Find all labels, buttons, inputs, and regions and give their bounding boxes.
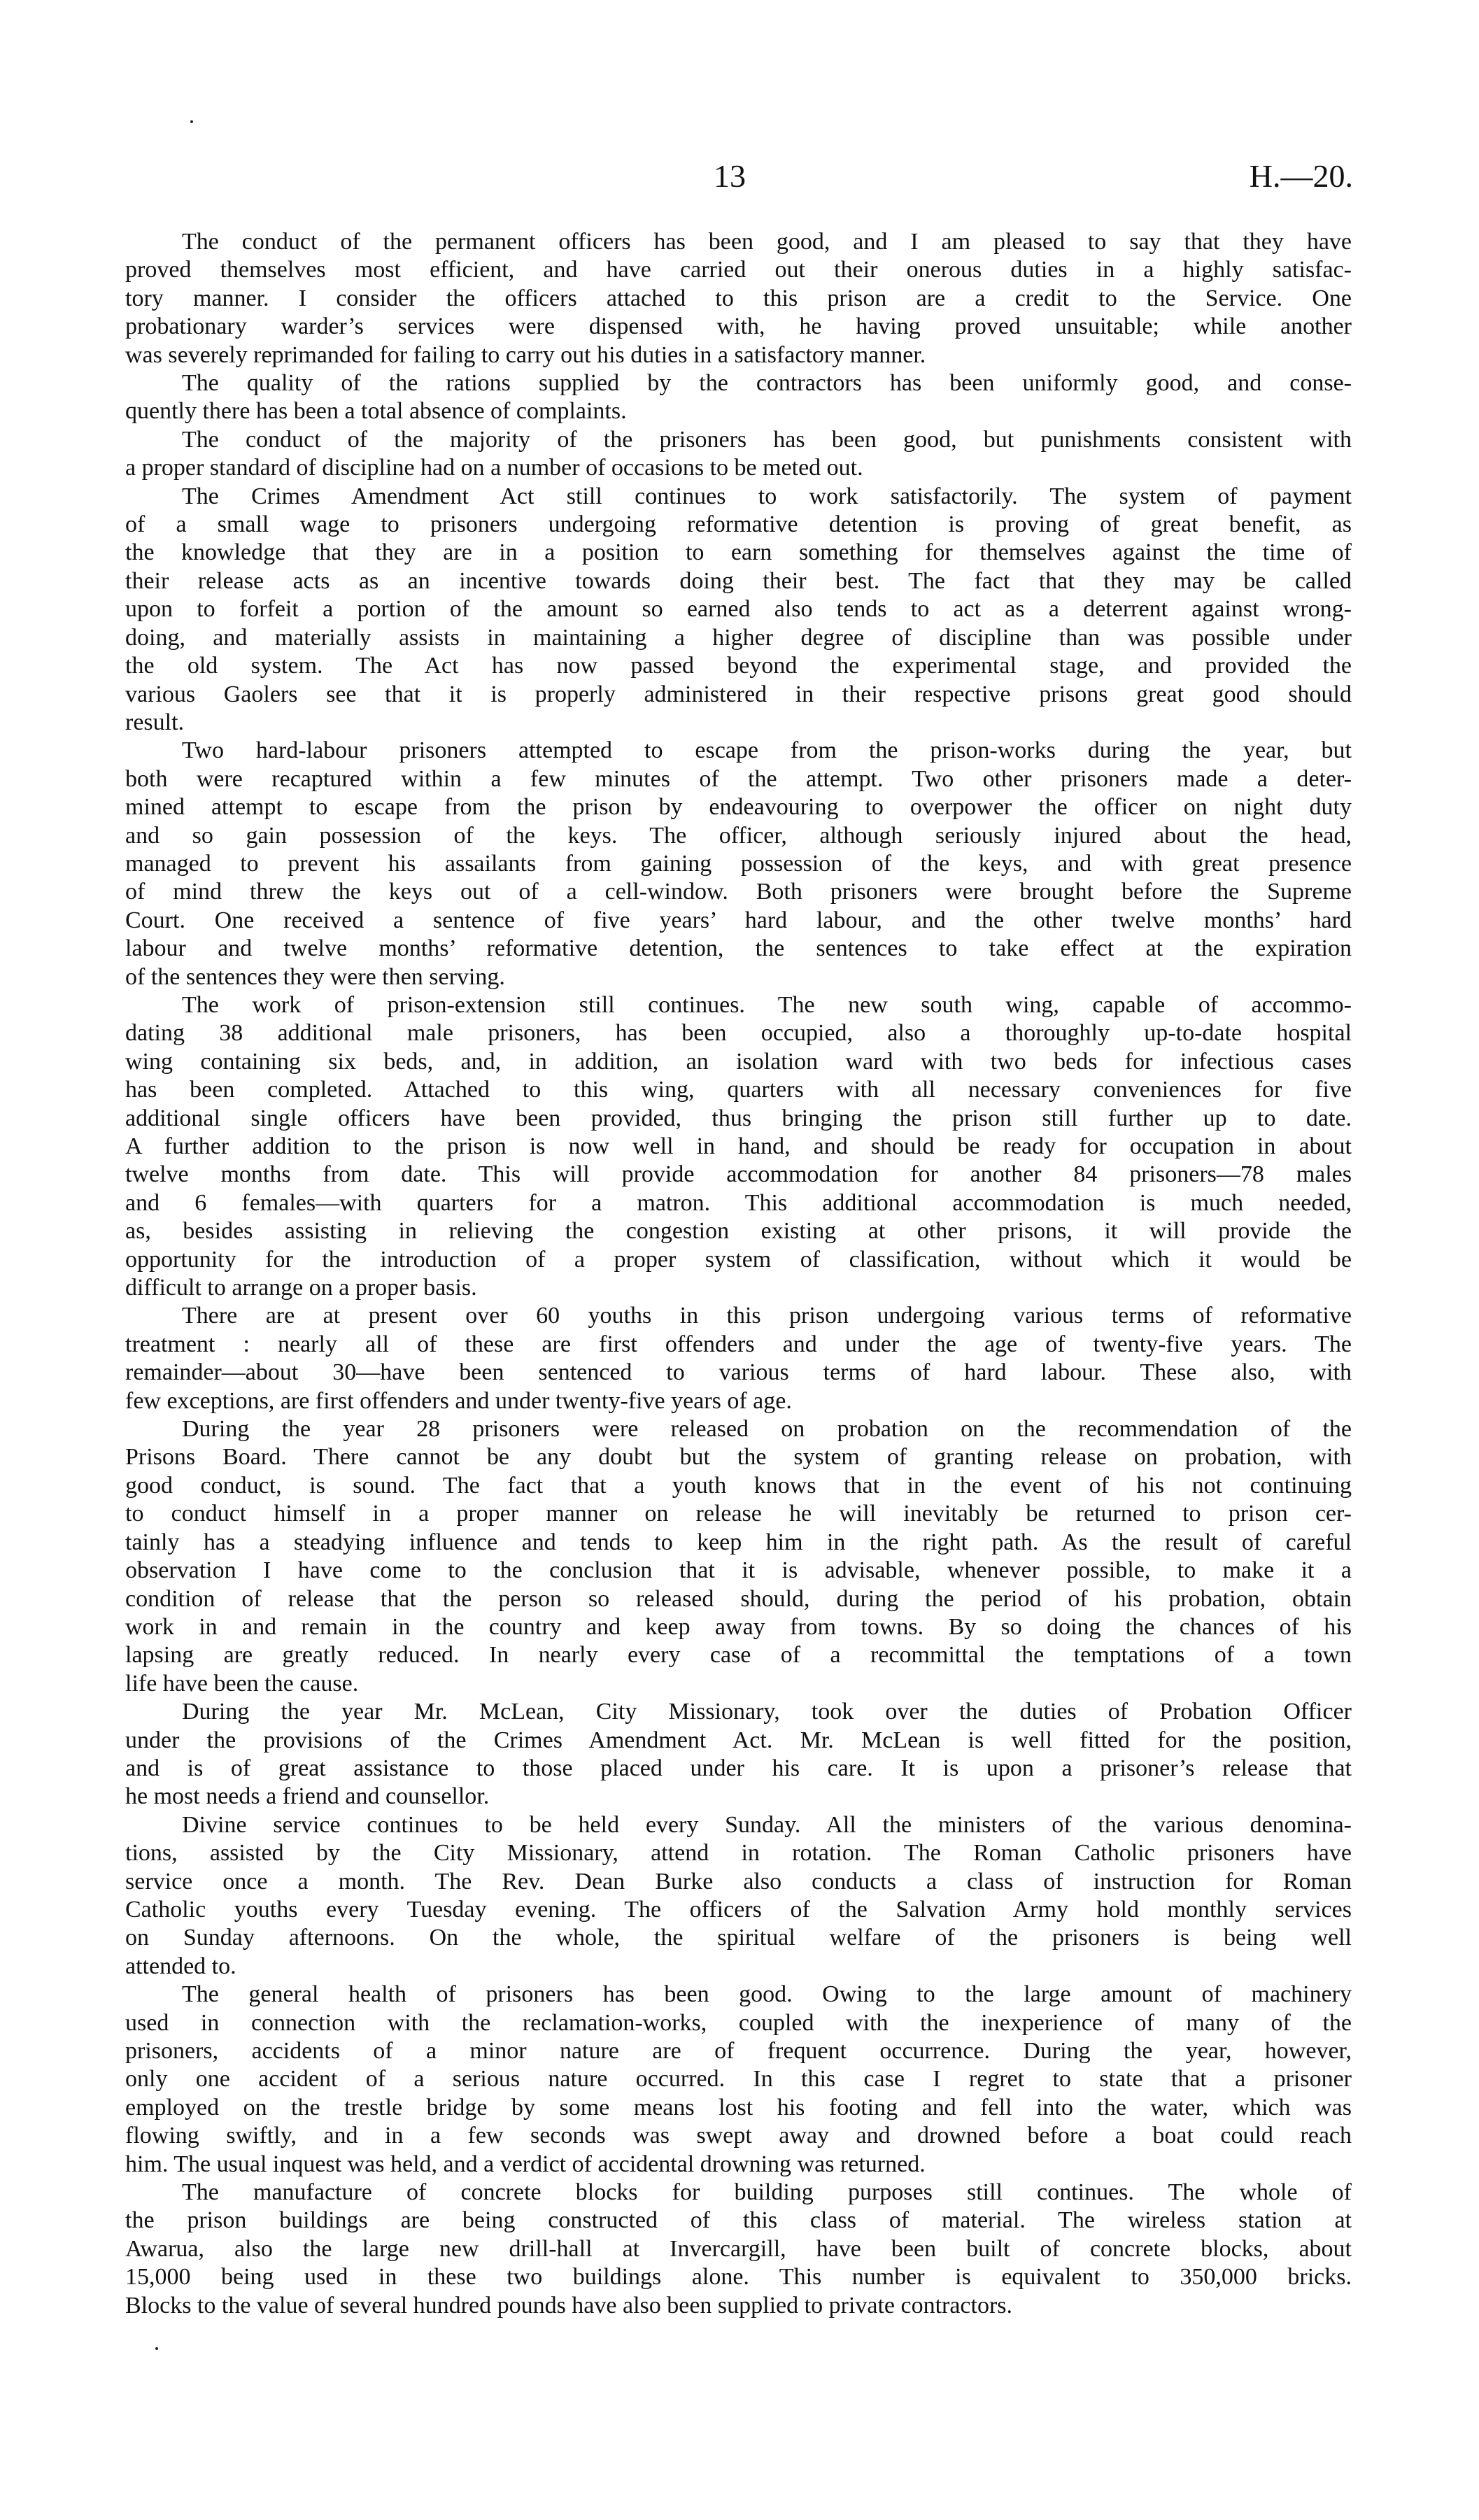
text-line: proved themselves most efficient, and have carried out their onerous duties in a highly satisfac- xyxy=(125,257,1352,283)
paragraph xyxy=(125,2179,1352,2320)
text-line: Awarua, also the large new drill-hall at Invercargill, have been built of concrete blocks, about xyxy=(125,2235,1352,2262)
text-line: Two hard-labour prisoners attempted to escape from the prison-works during the year, but xyxy=(182,737,1352,764)
text-line: service once a month. The Rev. Dean Burke also conducts a class of instruction for Roman xyxy=(125,1868,1352,1895)
text-line: The general health of prisoners has been good. Owing to the large amount of machinery xyxy=(182,1981,1352,2008)
text-line: both were recaptured within a few minutes of the attempt. Two other prisoners made a deter- xyxy=(125,765,1352,792)
text-line: few exceptions, are first offenders and under twenty-five years of age. xyxy=(125,1387,792,1414)
text-line: During the year 28 prisoners were released on probation on the recommendation of the xyxy=(182,1416,1352,1443)
text-line: quently there has been a total absence of complaints. xyxy=(125,398,627,425)
paragraph xyxy=(125,426,1352,483)
text-line: mined attempt to escape from the prison by endeavouring to overpower the officer on night duty xyxy=(125,794,1352,821)
text-line: tions, assisted by the City Missionary, attend in rotation. The Roman Catholic prisoners have xyxy=(125,1840,1352,1867)
text-line: of the sentences they were then serving. xyxy=(125,963,505,990)
text-line: doing, and materially assists in maintaining a higher degree of discipline than was possible under xyxy=(125,624,1352,651)
text-line: There are at present over 60 youths in this prison undergoing various terms of reformative xyxy=(182,1303,1352,1329)
document-code: H.—20. xyxy=(1249,158,1353,194)
text-line: attended to. xyxy=(125,1953,236,1979)
text-line: probationary warder’s services were dispensed with, he having proved unsuitable; while another xyxy=(125,313,1352,340)
text-line: has been completed. Attached to this wing, quarters with all necessary conveniences for five xyxy=(125,1077,1352,1103)
text-line: and 6 females—with quarters for a matron. This additional accommodation is much needed, xyxy=(125,1189,1352,1216)
text-line: good conduct, is sound. The fact that a youth knows that in the event of his not continuing xyxy=(125,1472,1352,1499)
text-line: him. The usual inquest was held, and a verdict of accidental drowning was returned. xyxy=(125,2151,926,2177)
text-line: A further addition to the prison is now well in hand, and should be ready for occupation in about xyxy=(125,1133,1352,1159)
text-line: Blocks to the value of several hundred pounds have also been supplied to private contractors. xyxy=(125,2292,1013,2319)
text-line: lapsing are greatly reduced. In nearly every case of a recommittal the temptations of a town xyxy=(125,1642,1352,1669)
paragraph xyxy=(125,1981,1352,2179)
paragraph xyxy=(125,991,1352,1302)
text-line: as, besides assisting in relieving the congestion existing at other prisons, it will provide the xyxy=(125,1218,1352,1245)
text-line: used in connection with the reclamation-works, coupled with the inexperience of many of the xyxy=(125,2009,1352,2036)
text-line: and so gain possession of the keys. The officer, although seriously injured about the head, xyxy=(125,822,1352,849)
text-line: additional single officers have been provided, thus bringing the prison still further up to date. xyxy=(125,1105,1352,1131)
text-line: employed on the trestle bridge by some means lost his footing and fell into the water, which was xyxy=(125,2094,1352,2121)
text-line: managed to prevent his assailants from gaining possession of the keys, and with great presence xyxy=(125,850,1352,877)
paragraph xyxy=(125,1811,1352,1981)
text-line: flowing swiftly, and in a few seconds was swept away and drowned before a boat could reach xyxy=(125,2123,1352,2149)
text-line: remainder—about 30—have been sentenced to various terms of hard labour. These also, with xyxy=(125,1359,1352,1386)
text-line: The work of prison-extension still continues. The new south wing, capable of accommo- xyxy=(182,991,1352,1018)
text-line: tory manner. I consider the officers attached to this prison are a credit to the Service. One xyxy=(125,285,1352,311)
text-line: on Sunday afternoons. On the whole, the spiritual welfare of the prisoners is being well xyxy=(125,1925,1352,1951)
text-line: to conduct himself in a proper manner on release he will inevitably be returned to prison cer- xyxy=(125,1501,1352,1527)
text-line: life have been the cause. xyxy=(125,1670,359,1697)
text-line: the knowledge that they are in a position to earn something for themselves against the time of xyxy=(125,539,1352,566)
text-line: condition of release that the person so released should, during the period of his probation, obtain xyxy=(125,1585,1352,1612)
paragraph xyxy=(125,228,1352,369)
text-line: and is of great assistance to those placed under his care. It is upon a prisoner’s release that xyxy=(125,1755,1352,1781)
text-line: the prison buildings are being constructed of this class of material. The wireless station at xyxy=(125,2207,1352,2234)
text-line: During the year Mr. McLean, City Missionary, took over the duties of Probation Officer xyxy=(182,1699,1352,1725)
paragraph xyxy=(125,369,1352,426)
text-line: of mind threw the keys out of a cell-window. Both prisoners were brought before the Supreme xyxy=(125,879,1352,905)
text-line: Divine service continues to be held every Sunday. All the ministers of the various denomina- xyxy=(182,1811,1352,1838)
text-line: The quality of the rations supplied by the contractors has been uniformly good, and conse- xyxy=(182,370,1352,397)
text-line: 15,000 being used in these two buildings alone. This number is equivalent to 350,000 bricks. xyxy=(125,2264,1352,2291)
text-line: various Gaolers see that it is properly administered in their respective prisons great good should xyxy=(125,681,1352,707)
paragraph xyxy=(125,737,1352,991)
scan-speck xyxy=(155,2347,158,2350)
text-line: Catholic youths every Tuesday evening. The officers of the Salvation Army hold monthly services xyxy=(125,1896,1352,1923)
text-line: difficult to arrange on a proper basis. xyxy=(125,1275,477,1301)
text-line: opportunity for the introduction of a proper system of classification, without which it would be xyxy=(125,1246,1352,1273)
text-line: The conduct of the majority of the prisoners has been good, but punishments consistent with xyxy=(182,426,1352,453)
text-line: observation I have come to the conclusion that it is advisable, whenever possible, to make it a xyxy=(125,1557,1352,1584)
text-line: tainly has a steadying influence and tends to keep him in the right path. As the result of careful xyxy=(125,1529,1352,1555)
paragraph xyxy=(125,1415,1352,1698)
text-line: dating 38 additional male prisoners, has been occupied, also a thoroughly up-to-date hospital xyxy=(125,1020,1352,1047)
text-line: wing containing six beds, and, in addition, an isolation ward with two beds for infectious cases xyxy=(125,1048,1352,1075)
text-line: The manufacture of concrete blocks for building purposes still continues. The whole of xyxy=(182,2179,1352,2206)
text-line: work in and remain in the country and keep away from towns. By so doing the chances of his xyxy=(125,1613,1352,1640)
text-line: result. xyxy=(125,709,185,735)
text-line: upon to forfeit a portion of the amount so earned also tends to act as a deterrent against wrong- xyxy=(125,596,1352,623)
text-line: treatment : nearly all of these are first offenders and under the age of twenty-five years. The xyxy=(125,1331,1352,1357)
text-line: under the provisions of the Crimes Amendment Act. Mr. McLean is well fitted for the position, xyxy=(125,1727,1352,1753)
page-number: 13 xyxy=(714,158,746,194)
text-line: prisoners, accidents of a minor nature are of frequent occurrence. During the year, however, xyxy=(125,2038,1352,2064)
paragraph xyxy=(125,1302,1352,1415)
text-line: twelve months from date. This will provide accommodation for another 84 prisoners—78 males xyxy=(125,1161,1352,1188)
text-line: Prisons Board. There cannot be any doubt but the system of granting release on probation, with xyxy=(125,1444,1352,1471)
text-line: a proper standard of discipline had on a number of occasions to be meted out. xyxy=(125,455,863,481)
text-line: labour and twelve months’ reformative detention, the sentences to take effect at the expiration xyxy=(125,935,1352,962)
text-line: the old system. The Act has now passed beyond the experimental stage, and provided the xyxy=(125,653,1352,679)
text-line: only one accident of a serious nature occurred. In this case I regret to state that a prisoner xyxy=(125,2066,1352,2093)
scan-speck xyxy=(190,120,193,123)
text-line: their release acts as an incentive towards doing their best. The fact that they may be called xyxy=(125,567,1352,594)
paragraph xyxy=(125,483,1352,737)
text-line: Court. One received a sentence of five years’ hard labour, and the other twelve months’ hard xyxy=(125,907,1352,933)
text-line: of a small wage to prisoners undergoing reformative detention is proving of great benefit, as xyxy=(125,511,1352,538)
paragraph xyxy=(125,1698,1352,1811)
text-line: The conduct of the permanent officers has been good, and I am pleased to say that they have xyxy=(182,229,1352,255)
text-line: was severely reprimanded for failing to carry out his duties in a satisfactory manner. xyxy=(125,341,926,368)
text-line: he most needs a friend and counsellor. xyxy=(125,1783,490,1810)
text-line: The Crimes Amendment Act still continues to work satisfactorily. The system of payment xyxy=(182,483,1352,509)
body-text xyxy=(125,228,1352,2320)
